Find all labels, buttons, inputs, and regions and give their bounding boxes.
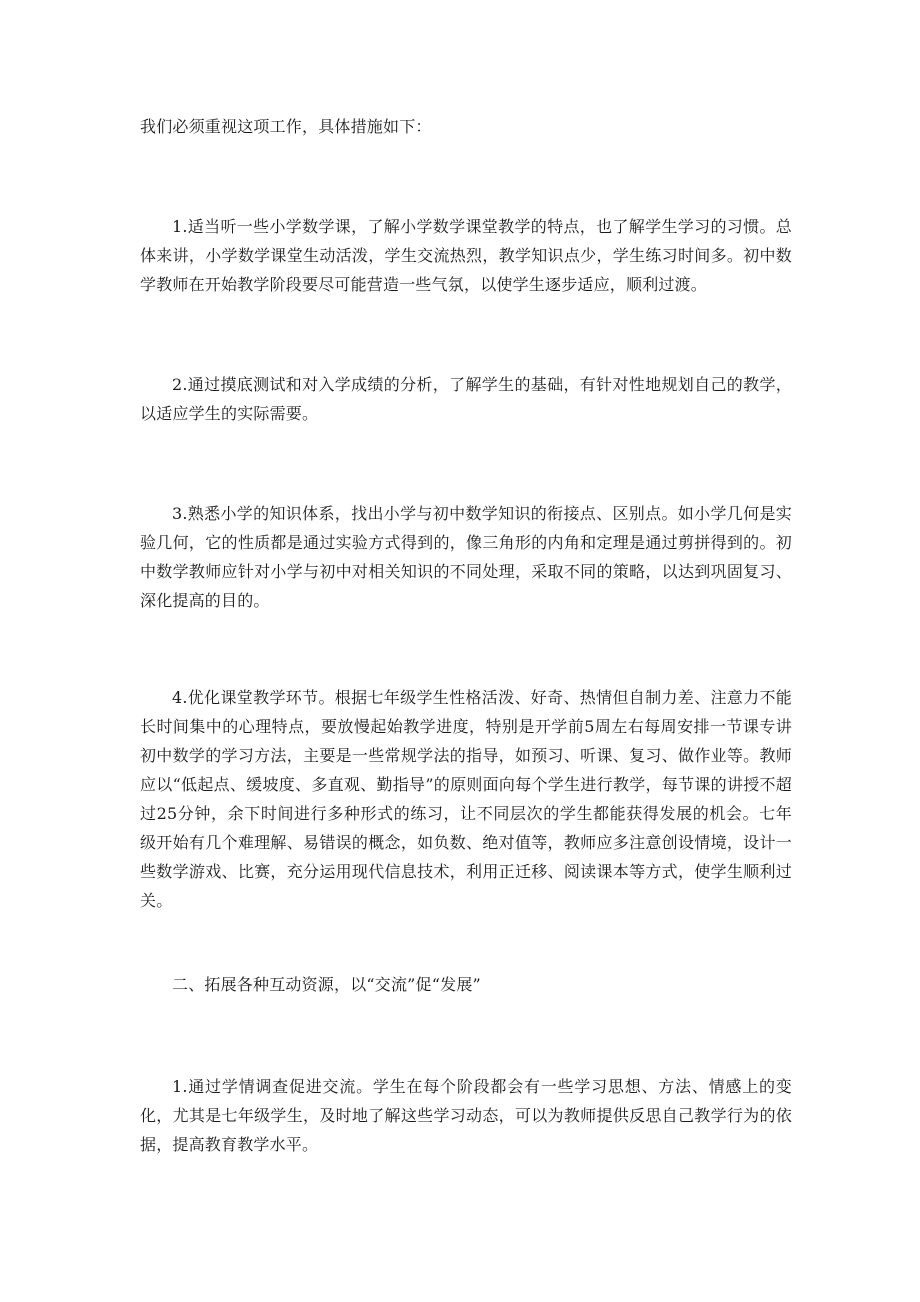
measure-4-paragraph: 4.优化课堂教学环节。根据七年级学生性格活泼、好奇、热情但自制力差、注意力不能长时间集中的心理特点，要放慢起始教学进度，特别是开学前5周左右每周安排一节课专讲初中数学的学习方法，主要是一些常规学法的指导，如预习、听课、复习、做作业等。教师应以“低起点、缓坡度、多直观、勤指导”的原则面向每个学生进行教学，每节课的讲授不超过25分钟，余下时间进行多种形式的练习，让不同层次的学生都能获得发展的机会。七年级开始有几个难理解、易错误的概念，如负数、绝对值等，教师应多注意创设情境，设计一些数学游戏、比赛，充分运用现代信息技术，利用正迁移、阅读课本等方式，使学生顺利过关。 — [140, 688, 792, 910]
measure-1-paragraph: 1.适当听一些小学数学课，了解小学数学课堂教学的特点，也了解学生学习的习惯。总体来讲，小学数学课堂生动活泼，学生交流热烈，教学知识点少，学生练习时间多。初中数学教师在开始教学阶段要尽可能营造一些气氛，以使学生逐步适应，顺利过渡。 — [140, 217, 792, 294]
measure-3-paragraph: 3.熟悉小学的知识体系，找出小学与初中数学知识的衔接点、区别点。如小学几何是实验几何，它的性质都是通过实验方式得到的，像三角形的内角和定理是通过剪拼得到的。初中数学教师应针对小学与初中对相关知识的不同处理，采取不同的策略，以达到巩固复习、深化提高的目的。 — [140, 504, 792, 610]
section-2-item-1-paragraph: 1.通过学情调查促进交流。学生在每个阶段都会有一些学习思想、方法、情感上的变化，尤其是七年级学生，及时地了解这些学习动态，可以为教师提供反思自己教学行为的依据，提高教育教学水平。 — [140, 1077, 792, 1154]
section-2-heading: 二、拓展各种互动资源，以“交流”促“发展” — [172, 975, 481, 994]
measure-2-paragraph: 2.通过摸底测试和对入学成绩的分析，了解学生的基础，有针对性地规划自己的教学，以适应学生的实际需要。 — [140, 375, 792, 423]
intro-paragraph: 我们必须重视这项工作，具体措施如下： — [140, 117, 432, 136]
